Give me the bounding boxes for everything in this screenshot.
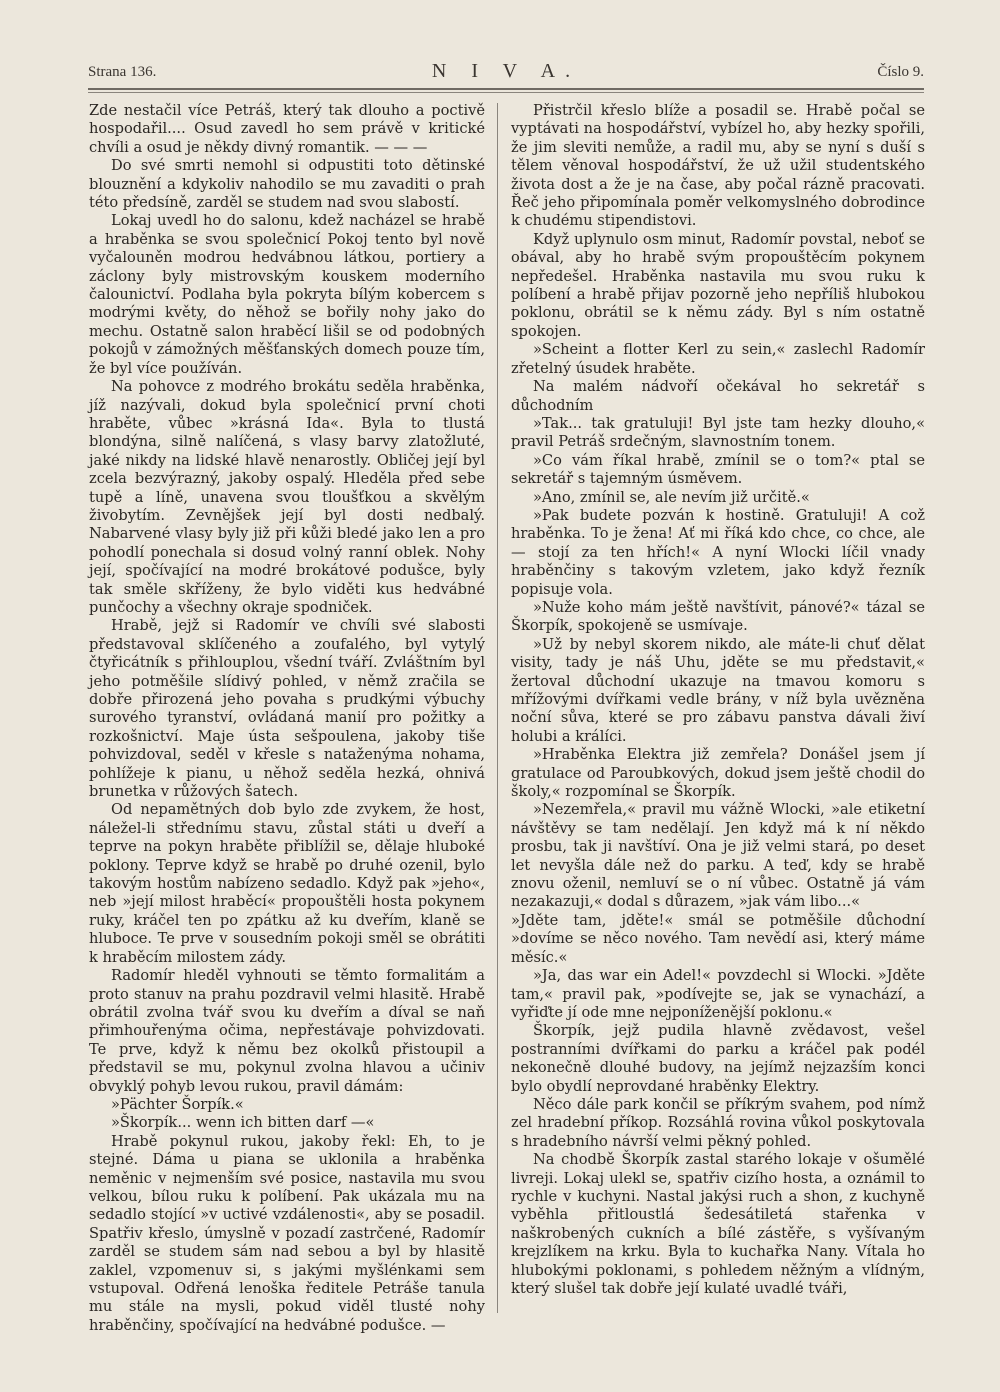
page-header (88, 62, 924, 84)
paragraph: Přistrčil křeslo blíže a posadil se. Hrabě počal se vyptávati na hospodářství, vybízel ho, aby hezky spořili, že jim sleviti nemůže, a radil mu, aby se nyní s duší s tělem věnoval hospodářství, že už užil studentského života dost a že je na čase, aby počal rázně pracovati. Řeč jeho připomínala poměr velkomyslného dobrodince k chudému stipendistovi. (511, 102, 925, 230)
paragraph: »Pak budete pozván k hostině. Gratuluji! A což hraběnka. To je žena! Ať mi říká kdo chce, co chce, ale — stojí za ten hřích!« A nyní Wlocki líčil vnady hraběnčiny s takovým vzletem, jako když řezník popisuje vola. (511, 506, 925, 598)
issue-number: Číslo 9. (877, 64, 924, 80)
paragraph: »Pächter Šorpík.« (111, 1095, 244, 1113)
paragraph: »Ano, zmínil se, ale nevím již určitě.« (533, 488, 810, 506)
paragraph: »Ja, das war ein Adel!« povzdechl si Wlocki. »Jděte tam,« pravil pak, »podívejte se, jak se vynachází, a vyřiďte jí ode mne nejponíženější poklonu.« (511, 967, 925, 1021)
paragraph: Lokaj uvedl ho do salonu, kdež nacházel se hrabě a hraběnka se svou společnicí Pokoj tento byl nově vyčalouněn modrou hedvábnou látkou, portiery a záclony byly mistrovským kouskem moderního čalounictví. Podlaha byla pokryta bílým kobercem s modrými květy, do něhož se bořily nohy jako do mechu. Ostatně salon hraběcí lišil se od podobných pokojů v zámožných měšťanských domech pouze tím, že byl více používán. (89, 212, 485, 377)
paragraph: »Jděte tam, jděte!« smál se potměšile důchodní »dovíme se něco nového. Tam nevědí asi, který máme měsíc.« (511, 911, 925, 966)
header-rule-thin (88, 92, 924, 93)
column-divider (497, 103, 498, 1313)
paragraph: Na malém nádvoří očekával ho sekretář s důchodním (511, 378, 925, 414)
paragraph: Hrabě pokynul rukou, jakoby řekl: Eh, to je stejné. Dáma u piana se uklonila a hraběnka neměnic v nejmenším své posice, nastavila mu svou velkou, bílou ruku k políbení. Pak ukázala mu na sedadlo stojící »v uctivé vzdálenosti«, aby se posadil. Spatřiv křeslo, úmyslně v pozadí zastrčené, Radomír zarděl se studem sám nad sebou a byl by hlasitě zaklel, vzpomenuv si, s jakými myšlénkami sem vstupoval. Odřená lenoška ředitele Petráše tanula mu stále na mysli, pokud viděl tlusté nohy hraběnčiny, spočívající na hedvábné podušce. — (89, 1132, 485, 1334)
paragraph: Od nepamětných dob bylo zde zvykem, že host, náležel-li střednímu stavu, zůstal státi u dveří a teprve na pokyn hraběte přiblížil se, dělaje hluboké poklony. Teprve když se hrabě po druhé ozenil, bylo takovým hostům nabízeno sedadlo. Když pak »jeho«, neb »její milost hraběcí« propouštěli hosta pokynem ruky, kráčel ten po zpátku až ku dveřím, klaně se hluboce. Te prve v sousedním pokoji směl se obrátiti k hraběcím milostem zády. (89, 801, 485, 966)
paragraph: Na pohovce z modrého brokátu seděla hraběnka, jíž nazývali, dokud byla společnicí první choti hraběte, vůbec »krásná Ida«. Byla to tlustá blondýna, silně nalíčená, s vlasy barvy zlatožluté, jaké nikdy na lidské hlavě nenarostly. Obličej její byl zcela bezvýrazný, jakoby ospalý. Hleděla před sebe tupě a líně, unavena svou tloušťkou a skvělým živobytím. Zevnějšek její byl dosti nedbalý. Nabarvené vlasy byly již při kůži bledé jako len a pro pohodlí ponechala si dosud volný ranní oblek. Nohy její, spočívající na modré brokátové podušce, byly tak směle skříženy, že bylo viděti kus hedvábné punčochy a všechny okraje spodniček. (89, 378, 485, 616)
page-number: Strana 136. (88, 64, 157, 80)
paragraph: Do své smrti nemohl si odpustiti toto dětinské blouznění a kdykoliv nahodilo se mu zavaditi o prah této předsíně, zarděl se studem nad svou slabostí. (89, 157, 485, 212)
paragraph: Zde nestačil více Petráš, který tak dlouho a poctivě hospodařil.... Osud zavedl ho sem právě v kritické chvíli a osud je někdy divný romantik. — — — (89, 102, 485, 156)
paragraph: »Hraběnka Elektra již zemřela? Donášel jsem jí gratulace od Paroubkových, dokud jsem ještě chodil do školy,« rozpomínal se Škorpík. (511, 746, 925, 801)
paragraph: »Co vám říkal hrabě, zmínil se o tom?« ptal se sekretář s tajemným úsměvem. (511, 451, 925, 488)
paragraph: Hrabě, jejž si Radomír ve chvíli své slabosti představoval sklíčeného a zoufalého, byl vytylý čtyřicátník s přihlouplou, všední tváří. Zvláštním byl jeho potměšile slídivý pohled, v němž zračila se dobře přirozená jeho povaha s prudkými výbuchy surového tyranství, ovládaná manií pro požitky a rozkošnictví. Maje ústa sešpoulena, jakoby tiše pohvizdoval, seděl v křesle s nataženýma nohama, pohlížeje k pianu, u něhož seděla hezká, ohnivá brunetka v růžových šatech. (89, 617, 485, 801)
paragraph: Škorpík, jejž pudila hlavně zvědavost, vešel postranními dvířkami do parku a kráčel pak podél nekonečně dlouhé budovy, na jejímž nejzazším konci bylo obydlí neprovdané hraběnky Elektry. (511, 1022, 925, 1095)
paragraph: Něco dále park končil se příkrým svahem, pod nímž zel hradební příkop. Rozsáhlá rovina vůkol poskytovala s hradebního návrší velmi pěkný pohled. (511, 1095, 925, 1150)
left-column (89, 102, 485, 1335)
header-rule-thick (88, 88, 924, 90)
journal-title: N I V A. (431, 60, 581, 82)
paragraph: Na chodbě Škorpík zastal starého lokaje v ošumělé livreji. Lokaj ulekl se, spatřiv cizího hosta, a oznámil to rychle v kuchyni. Nastal jakýsi ruch a shon, z kuchyně vyběhla přitloustlá šedesátiletá stařenka v naškrobených cukních a bílé zástěře, s vyšívaným krejzlíkem na krku. Byla to kuchařka Nany. Vítala ho hlubokými poklonami, s pohledem něžným a vlídným, který slušel tak dobře její kulaté uvadlé tváři, (511, 1151, 925, 1297)
right-column (511, 102, 925, 1298)
paragraph: Radomír hleděl vyhnouti se těmto formalitám a proto stanuv na prahu pozdravil velmi hlasitě. Hrabě obrátil zvolna tvář svou ku dveřím a díval se naň přimhouřenýma očima, nepřestávaje pohvizdovati. Te prve, když k němu bez okolků přistoupil a představil se mu, pokynul zvolna hlavou a učiniv obvyklý pohyb levou rukou, pravil dámám: (89, 967, 485, 1095)
paragraph: »Nezemřela,« pravil mu vážně Wlocki, »ale etiketní návštěvy se tam nedělají. Jen když má k ní někdo prosbu, tak ji navštíví. Ona je již velmi stará, po deset let nevyšla dále než do parku. A teď, kdy se hrabě znovu oženil, nemluví se o ní vůbec. Ostatně já vám nezakazuji,« dodal s důrazem, »jak vám libo...« (511, 801, 925, 911)
paragraph: »Už by nebyl skorem nikdo, ale máte-li chuť dělat visity, tady je náš Uhu, jděte se mu představit,« žertoval důchodní ukazuje na tmavou komoru s mřížovými dvířkami vedle brány, v níž byla uvězněna noční sůva, které se pro zábavu panstva dávali živí holubi a králíci. (511, 635, 925, 745)
paragraph: »Škorpík... wenn ich bitten darf —« (111, 1114, 375, 1132)
paragraph: Když uplynulo osm minut, Radomír povstal, neboť se obával, aby ho hrabě svým propouštěcím pokynem nepředešel. Hraběnka nastavila mu svou ruku k políbení a hrabě přijav pozorně jeho nepříliš hlubokou poklonu, obrátil se k němu zády. Byl s ním ostatně spokojen. (511, 230, 925, 340)
paragraph: »Nuže koho mám ještě navštívit, pánové?« tázal se Škorpík, spokojeně se usmívaje. (511, 598, 925, 635)
paragraph: »Scheint a flotter Kerl zu sein,« zaslechl Radomír zřetelný úsudek hraběte. (511, 341, 925, 377)
paragraph: »Tak... tak gratuluji! Byl jste tam hezky dlouho,« pravil Petráš srdečným, slavnostním tonem. (511, 414, 925, 451)
